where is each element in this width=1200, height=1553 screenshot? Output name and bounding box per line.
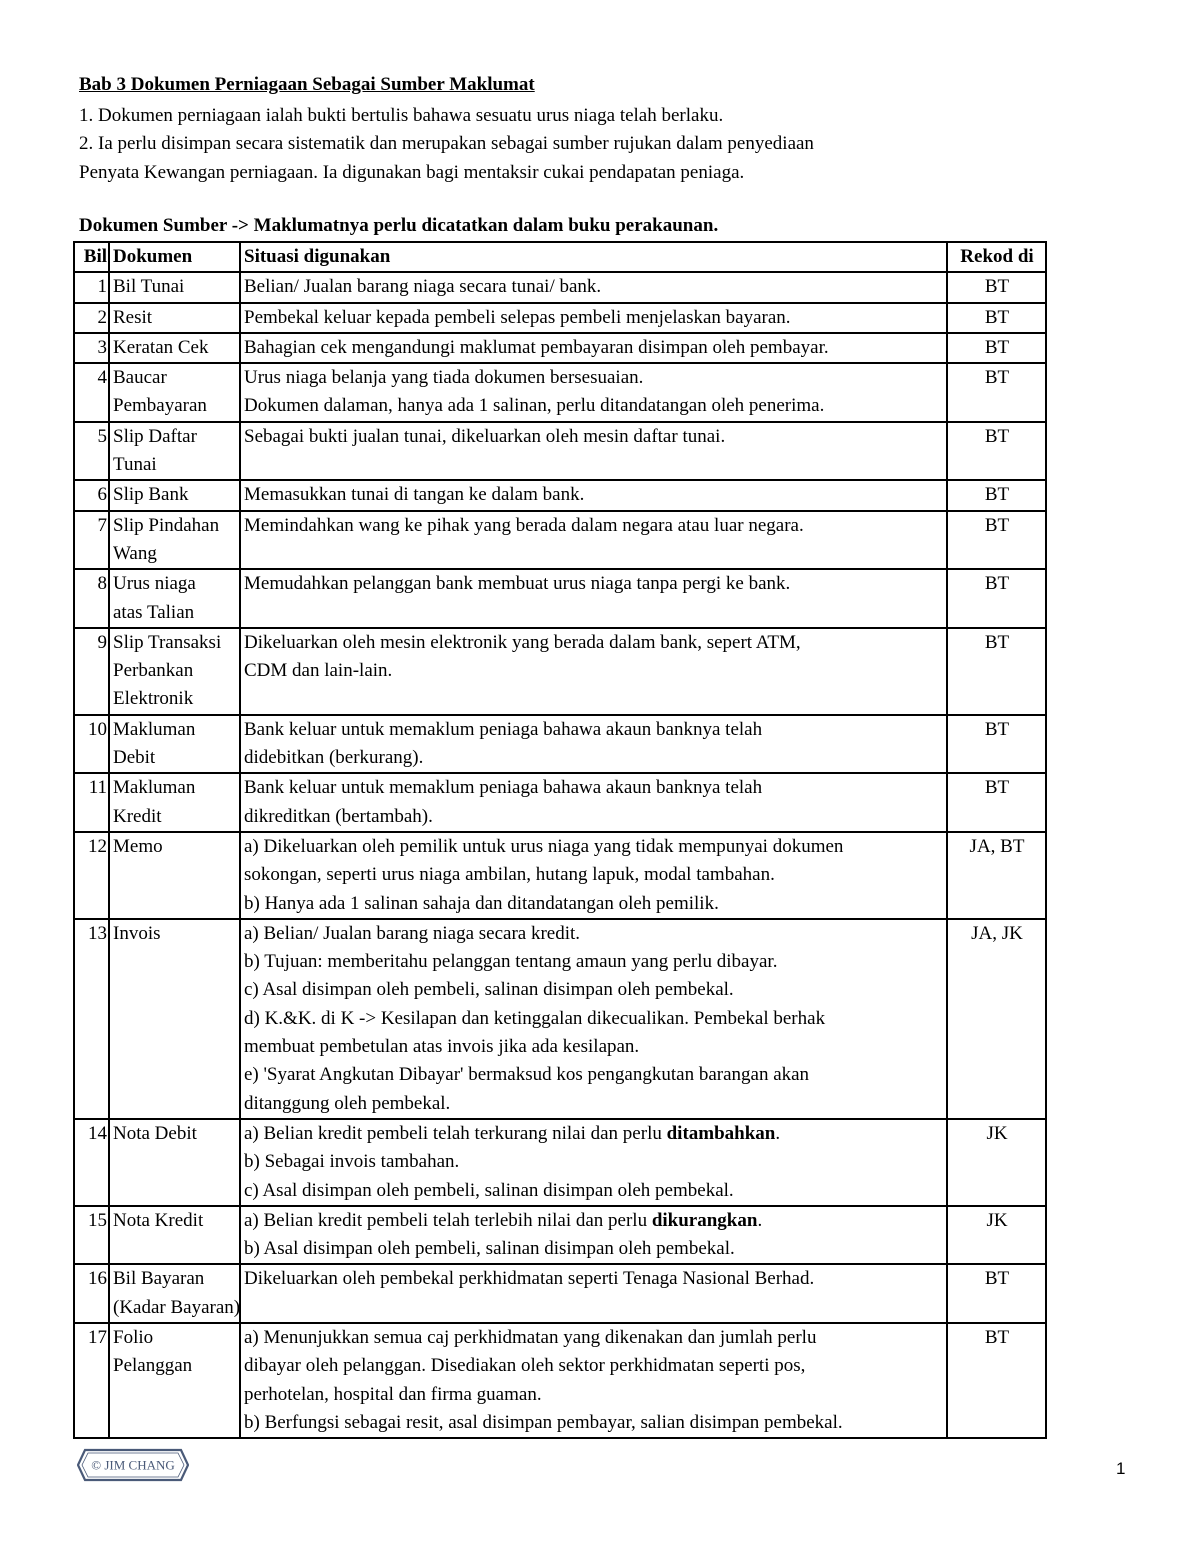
situasi-line: Bank keluar untuk memaklum peniaga bahawa akaun banknya telah — [244, 718, 763, 740]
dokumen-line: Elektronik — [113, 688, 194, 710]
dokumen-line: Bil Tunai — [113, 276, 185, 298]
cell-bil: 5 — [74, 422, 109, 481]
cell-rekod: BT — [947, 628, 1046, 715]
cell-situasi — [240, 422, 947, 481]
dokumen-line: Slip Bank — [113, 484, 189, 506]
column-header-dokumen: Dokumen — [109, 242, 240, 272]
dokumen-line: Folio — [113, 1326, 154, 1348]
situasi-line: b) Hanya ada 1 salinan sahaja dan ditandatangan oleh pemilik. — [244, 892, 719, 914]
table-row — [74, 422, 1046, 481]
table-row — [74, 363, 1046, 422]
table-row — [74, 919, 1046, 1119]
page-title: Bab 3 Dokumen Perniagaan Sebagai Sumber Maklumat — [79, 74, 535, 95]
situasi-line: b) Tujuan: memberitahu pelanggan tentang amaun yang perlu dibayar. — [244, 951, 778, 973]
table-row — [74, 1323, 1046, 1438]
dokumen-line: Slip Daftar — [113, 425, 197, 447]
cell-situasi — [240, 1323, 947, 1438]
cell-bil: 7 — [74, 511, 109, 570]
cell-bil: 13 — [74, 919, 109, 1119]
cell-bil: 15 — [74, 1206, 109, 1265]
situasi-line: c) Asal disimpan oleh pembeli, salinan disimpan oleh pembekal. — [244, 1179, 734, 1201]
table-header-row — [74, 242, 1046, 272]
cell-bil: 1 — [74, 272, 109, 302]
dokumen-line: (Kadar Bayaran) — [113, 1296, 241, 1318]
table-row — [74, 628, 1046, 715]
cell-dokumen — [109, 363, 240, 422]
cell-bil: 14 — [74, 1119, 109, 1206]
table-row — [74, 1119, 1046, 1206]
cell-dokumen — [109, 773, 240, 832]
table-row — [74, 1206, 1046, 1265]
cell-dokumen — [109, 628, 240, 715]
cell-dokumen — [109, 1323, 240, 1438]
situasi-line: a) Belian/ Jualan barang niaga secara kredit. — [244, 922, 581, 944]
cell-rekod: JK — [947, 1119, 1046, 1206]
situasi-line: ditanggung oleh pembekal. — [244, 1092, 451, 1114]
cell-bil: 9 — [74, 628, 109, 715]
cell-dokumen — [109, 272, 240, 302]
dokumen-line: Tunai — [113, 454, 157, 476]
dokumen-line: Makluman — [113, 718, 196, 740]
situasi-line: a) Menunjukkan semua caj perkhidmatan yang dikenakan dan jumlah perlu — [244, 1326, 817, 1348]
document-table — [73, 241, 1047, 1439]
cell-rekod: BT — [947, 569, 1046, 628]
situasi-line: b) Asal disimpan oleh pembeli, salinan disimpan oleh pembekal. — [244, 1238, 735, 1260]
situasi-line: Sebagai bukti jualan tunai, dikeluarkan oleh mesin daftar tunai. — [244, 425, 726, 447]
cell-rekod: BT — [947, 1264, 1046, 1323]
cell-dokumen — [109, 422, 240, 481]
table-row — [74, 832, 1046, 919]
dokumen-line: Urus niaga — [113, 573, 196, 595]
cell-rekod: BT — [947, 272, 1046, 302]
table-row — [74, 333, 1046, 363]
cell-situasi — [240, 1119, 947, 1206]
jim-chang-logo — [77, 1448, 189, 1482]
situasi-line: Memindahkan wang ke pihak yang berada dalam negara atau luar negara. — [244, 514, 804, 536]
cell-rekod: BT — [947, 363, 1046, 422]
situasi-line: a) Belian kredit pembeli telah terkurang nilai dan perlu ditambahkan. — [244, 1122, 781, 1144]
dokumen-line: atas Talian — [113, 601, 195, 623]
cell-rekod: BT — [947, 1323, 1046, 1438]
section-subheading: Dokumen Sumber -> Maklumatnya perlu dicatatkan dalam buku perakaunan. — [79, 215, 719, 236]
cell-dokumen — [109, 303, 240, 333]
cell-situasi — [240, 919, 947, 1119]
situasi-line: Urus niaga belanja yang tiada dokumen bersesuaian. — [244, 367, 644, 389]
table-row — [74, 715, 1046, 774]
cell-rekod: BT — [947, 715, 1046, 774]
cell-situasi — [240, 511, 947, 570]
dokumen-line: Slip Pindahan — [113, 514, 220, 536]
cell-situasi — [240, 272, 947, 302]
cell-bil: 10 — [74, 715, 109, 774]
table-row — [74, 1264, 1046, 1323]
cell-dokumen — [109, 919, 240, 1119]
cell-situasi — [240, 832, 947, 919]
cell-bil: 3 — [74, 333, 109, 363]
dokumen-line: Slip Transaksi — [113, 631, 222, 653]
situasi-line: Belian/ Jualan barang niaga secara tunai/ bank. — [244, 276, 602, 298]
situasi-line: Dokumen dalaman, hanya ada 1 salinan, perlu ditandatangan oleh penerima. — [244, 395, 825, 417]
dokumen-line: Makluman — [113, 777, 196, 799]
cell-rekod: BT — [947, 773, 1046, 832]
cell-dokumen — [109, 569, 240, 628]
cell-bil: 11 — [74, 773, 109, 832]
table-row — [74, 773, 1046, 832]
situasi-line: Bahagian cek mengandungi maklumat pembayaran disimpan oleh pembayar. — [244, 336, 829, 358]
situasi-line: d) K.&K. di K -> Kesilapan dan ketinggalan dikecualikan. Pembekal berhak — [244, 1007, 826, 1029]
dokumen-line: Perbankan — [113, 660, 194, 682]
cell-bil: 6 — [74, 480, 109, 510]
table-row — [74, 272, 1046, 302]
cell-situasi — [240, 569, 947, 628]
cell-rekod: BT — [947, 511, 1046, 570]
cell-dokumen — [109, 715, 240, 774]
cell-dokumen — [109, 333, 240, 363]
situasi-line: perhotelan, hospital dan firma guaman. — [244, 1383, 542, 1405]
intro-line: 2. Ia perlu disimpan secara sistematik dan merupakan sebagai sumber rujukan dalam penyediaan — [79, 133, 814, 155]
situasi-line: b) Sebagai invois tambahan. — [244, 1151, 460, 1173]
emphasis-text: ditambahkan — [666, 1122, 776, 1144]
cell-bil: 12 — [74, 832, 109, 919]
dokumen-line: Baucar — [113, 367, 167, 389]
situasi-line: membuat pembetulan atas invois jika ada kesilapan. — [244, 1036, 640, 1058]
dokumen-line: Bil Bayaran — [113, 1268, 205, 1290]
dokumen-line: Memo — [113, 835, 163, 857]
dokumen-line: Resit — [113, 306, 153, 328]
cell-dokumen — [109, 511, 240, 570]
dokumen-line: Wang — [113, 542, 157, 564]
column-header-bil: Bil — [74, 242, 109, 272]
dokumen-line: Pelanggan — [113, 1355, 193, 1377]
dokumen-line: Nota Debit — [113, 1122, 197, 1144]
table-row — [74, 303, 1046, 333]
situasi-line: sokongan, seperti urus niaga ambilan, hutang lapuk, modal tambahan. — [244, 864, 775, 886]
situasi-line: dibayar oleh pelanggan. Disediakan oleh sektor perkhidmatan seperti pos, — [244, 1355, 806, 1377]
situasi-line: Bank keluar untuk memaklum peniaga bahawa akaun banknya telah — [244, 777, 763, 799]
cell-dokumen — [109, 1264, 240, 1323]
cell-situasi — [240, 628, 947, 715]
page-number: 1 — [1116, 1459, 1126, 1478]
situasi-line: c) Asal disimpan oleh pembeli, salinan disimpan oleh pembekal. — [244, 979, 734, 1001]
cell-bil: 2 — [74, 303, 109, 333]
cell-rekod: BT — [947, 422, 1046, 481]
cell-dokumen — [109, 1119, 240, 1206]
situasi-line: Dikeluarkan oleh pembekal perkhidmatan seperti Tenaga Nasional Berhad. — [244, 1268, 815, 1290]
dokumen-line: Pembayaran — [113, 395, 207, 417]
cell-dokumen — [109, 832, 240, 919]
cell-bil: 16 — [74, 1264, 109, 1323]
column-header-situasi: Situasi digunakan — [240, 242, 947, 272]
table-row — [74, 480, 1046, 510]
situasi-line: Memasukkan tunai di tangan ke dalam bank. — [244, 484, 585, 506]
cell-rekod: JK — [947, 1206, 1046, 1265]
situasi-line: a) Belian kredit pembeli telah terlebih nilai dan perlu dikurangkan. — [244, 1209, 763, 1231]
cell-situasi — [240, 333, 947, 363]
intro-text — [79, 102, 1079, 187]
cell-rekod: JA, JK — [947, 919, 1046, 1119]
situasi-line: b) Berfungsi sebagai resit, asal disimpan pembayar, salian disimpan pembekal. — [244, 1411, 843, 1433]
situasi-line: e) 'Syarat Angkutan Dibayar' bermaksud kos pengangkutan barangan akan — [244, 1064, 810, 1086]
cell-situasi — [240, 480, 947, 510]
dokumen-line: Nota Kredit — [113, 1209, 204, 1231]
cell-rekod: BT — [947, 303, 1046, 333]
table-row — [74, 569, 1046, 628]
cell-rekod: BT — [947, 480, 1046, 510]
emphasis-text: dikurangkan — [651, 1209, 758, 1231]
situasi-line: didebitkan (berkurang). — [244, 747, 424, 769]
situasi-line: Pembekal keluar kepada pembeli selepas pembeli menjelaskan bayaran. — [244, 306, 791, 328]
dokumen-line: Debit — [113, 747, 156, 769]
cell-situasi — [240, 1264, 947, 1323]
cell-situasi — [240, 303, 947, 333]
dokumen-line: Keratan Cek — [113, 336, 209, 358]
situasi-line: Dikeluarkan oleh mesin elektronik yang berada dalam bank, sepert ATM, — [244, 631, 801, 653]
cell-situasi — [240, 1206, 947, 1265]
table-row — [74, 511, 1046, 570]
logo-text: © JIM CHANG — [91, 1457, 175, 1473]
cell-situasi — [240, 773, 947, 832]
cell-bil: 17 — [74, 1323, 109, 1438]
cell-situasi — [240, 363, 947, 422]
cell-rekod: JA, BT — [947, 832, 1046, 919]
cell-bil: 8 — [74, 569, 109, 628]
intro-line: 1. Dokumen perniagaan ialah bukti bertulis bahawa sesuatu urus niaga telah berlaku. — [79, 105, 724, 126]
dokumen-line: Kredit — [113, 805, 162, 827]
cell-situasi — [240, 715, 947, 774]
intro-line: Penyata Kewangan perniagaan. Ia digunakan bagi mentaksir cukai pendapatan peniaga. — [79, 161, 745, 183]
cell-dokumen — [109, 1206, 240, 1265]
situasi-line: a) Dikeluarkan oleh pemilik untuk urus niaga yang tidak mempunyai dokumen — [244, 835, 844, 857]
column-header-rekod: Rekod di — [947, 242, 1046, 272]
situasi-line: dikreditkan (bertambah). — [244, 805, 433, 827]
dokumen-line: Invois — [113, 922, 161, 944]
situasi-line: CDM dan lain-lain. — [244, 660, 393, 682]
situasi-line: Memudahkan pelanggan bank membuat urus niaga tanpa pergi ke bank. — [244, 573, 791, 595]
table-body — [74, 272, 1046, 1438]
cell-bil: 4 — [74, 363, 109, 422]
cell-rekod: BT — [947, 333, 1046, 363]
cell-dokumen — [109, 480, 240, 510]
